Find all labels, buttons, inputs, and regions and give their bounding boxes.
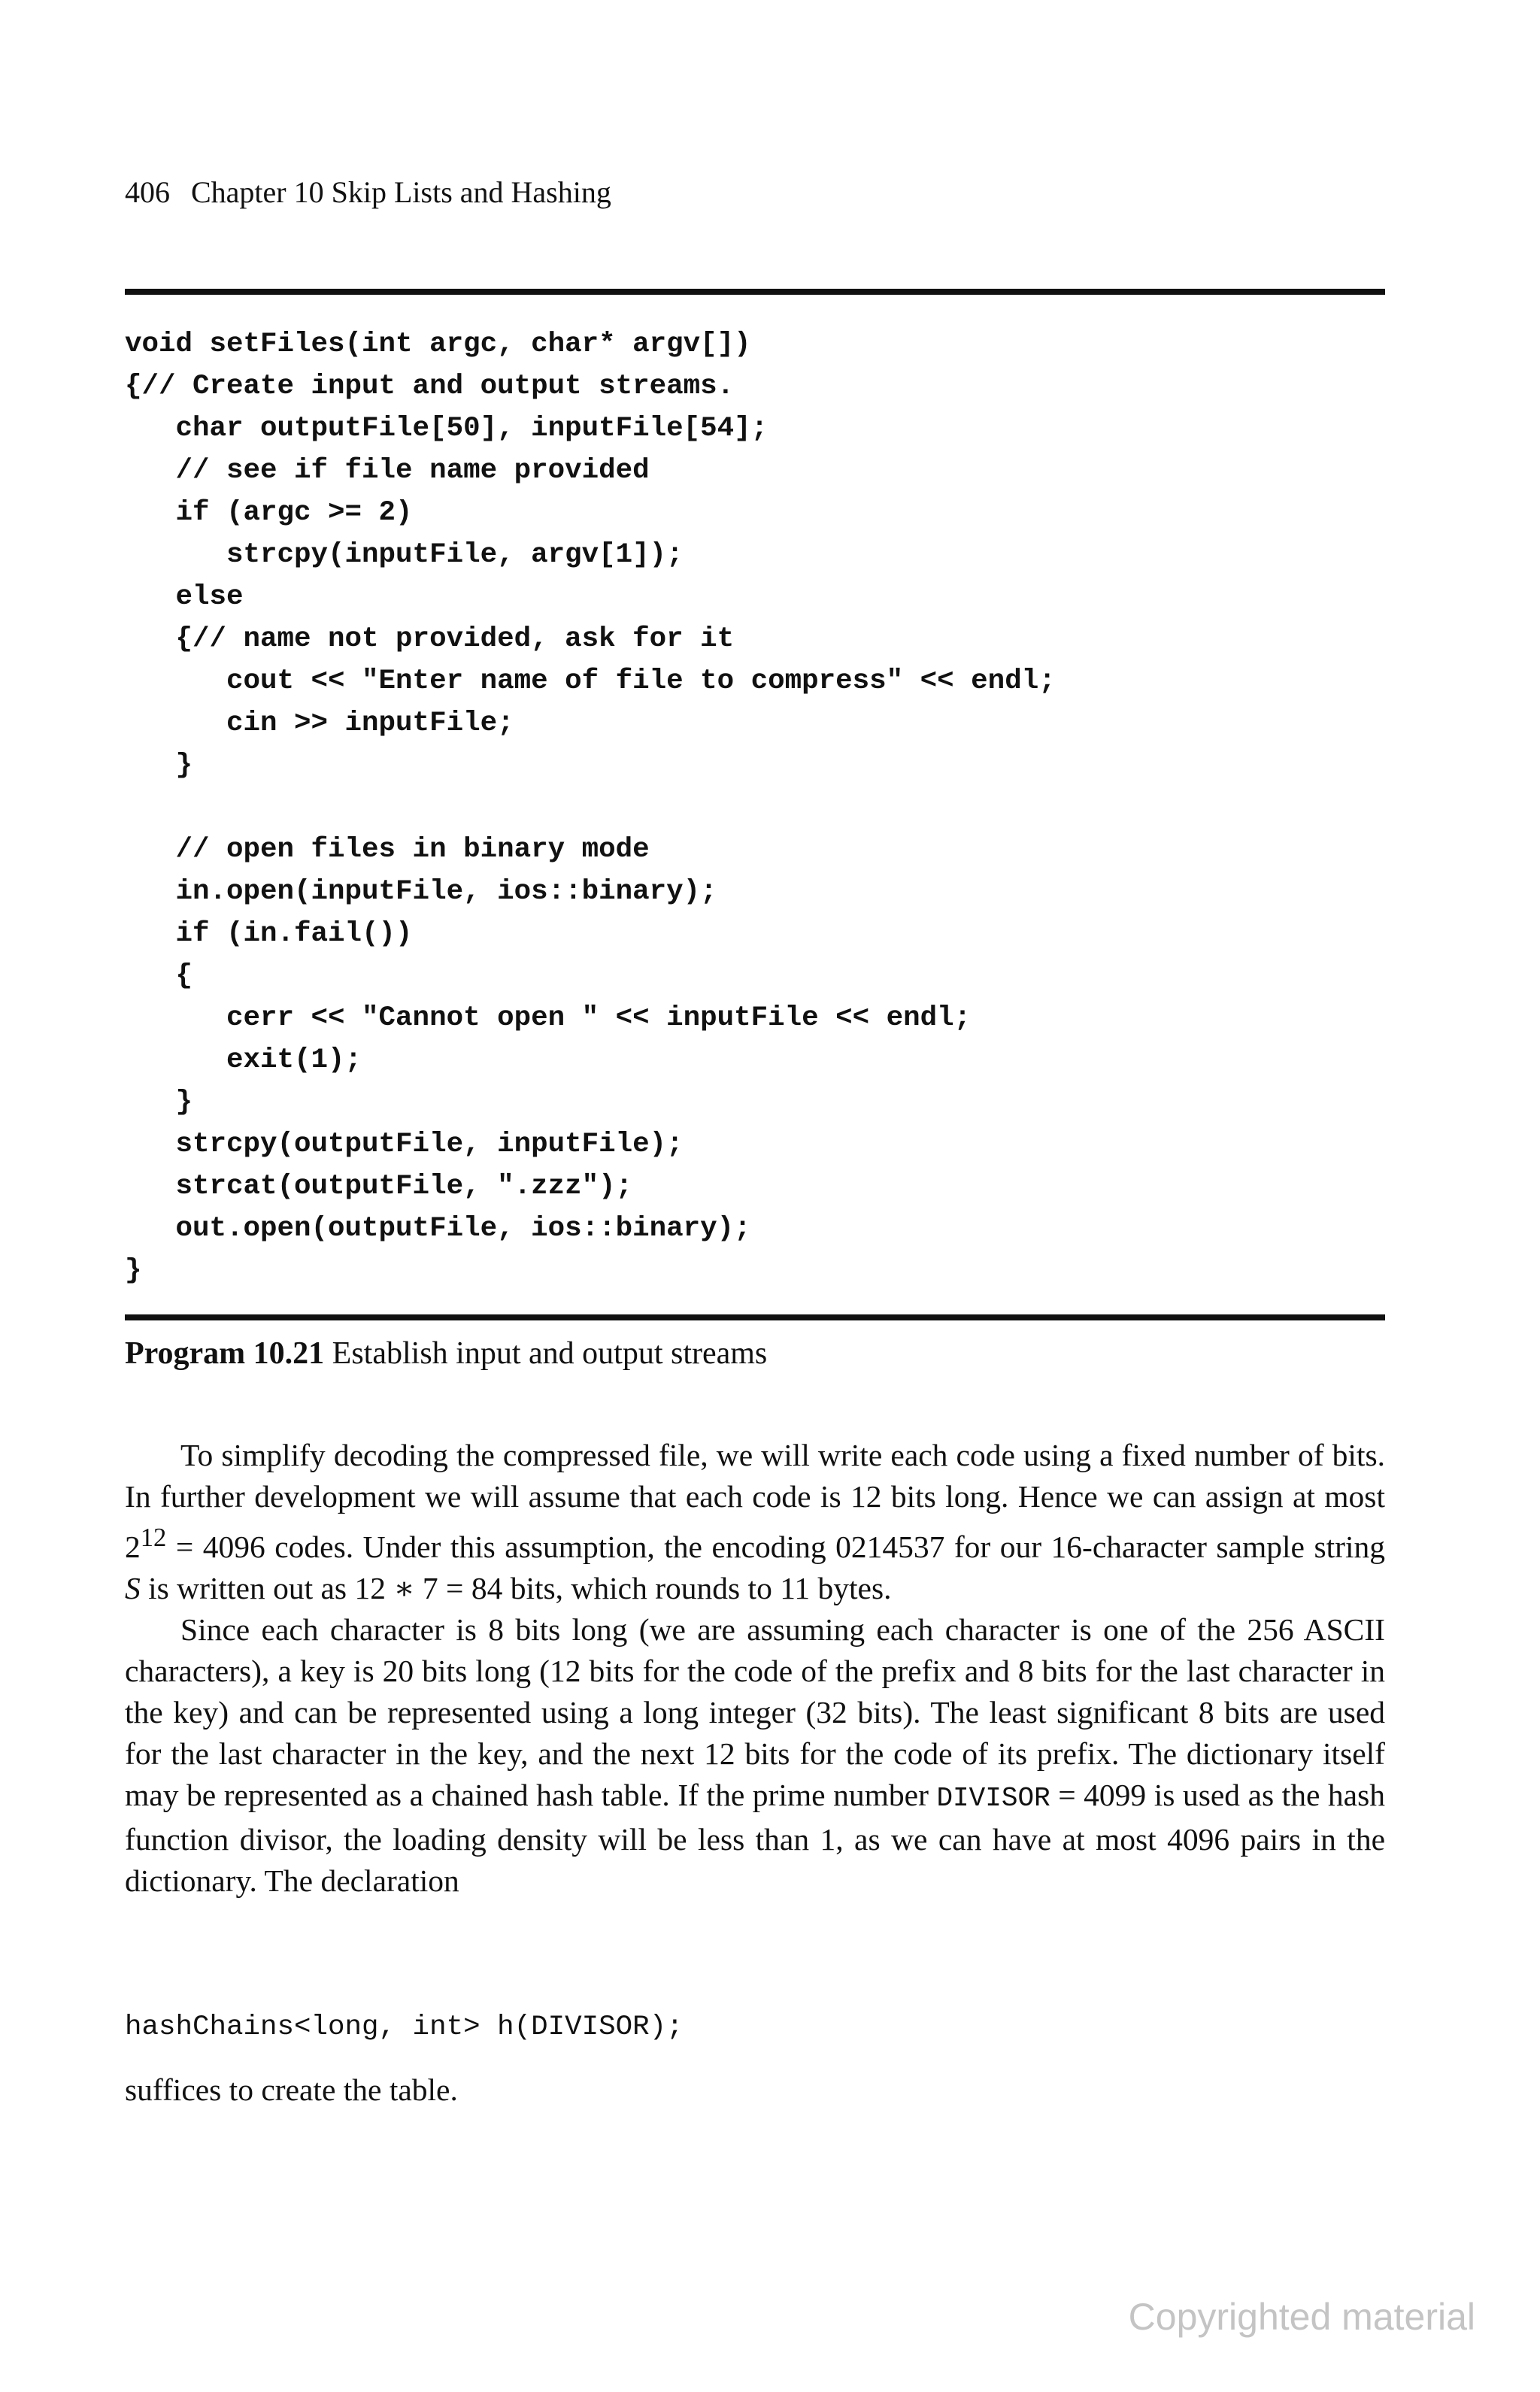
copyright-watermark: Copyrighted material [1128, 2296, 1475, 2338]
code-line: strcpy(outputFile, inputFile); [125, 1129, 684, 1160]
bottom-rule [125, 1314, 1385, 1320]
code-line: strcat(outputFile, ".zzz"); [125, 1171, 633, 1202]
code-line: void setFiles(int argc, char* argv[]) [125, 329, 751, 360]
code-line: {// name not provided, ask for it [125, 623, 735, 655]
paragraph-1-text-a: To simplify decoding the compressed file, we will write each code using a fixed number of bits. In further development we will assume that each code is 12 bits long. Hence we can assign at most [125, 1438, 1385, 1514]
paragraph-1-text-b: = 4096 codes. Under this assumption, the encoding 0214537 for our 16-character sample string [166, 1529, 1385, 1564]
code-line: cerr << "Cannot open " << inputFile << endl; [125, 1002, 972, 1034]
top-rule [125, 289, 1385, 295]
caption-label: Program 10.21 [125, 1336, 325, 1371]
code-line: exit(1); [125, 1044, 362, 1076]
divisor-constant: DIVISOR [936, 1782, 1050, 1814]
variable-s: S [125, 1570, 141, 1605]
paragraph-2-text-b: = 4099 is used as the hash function divisor, the loading density will be less than 1, as we can have at most 4096 pairs in the dictionary. The declaration [125, 1777, 1385, 1898]
power-exponent: 12 [140, 1523, 167, 1552]
paragraph-2-text-a: Since each character is 8 bits long (we are assuming each character is one of the 256 ASCII characters), a key is 20 bits long (12 bits for the code of the prefix and 8 bits for the last character in the key) and can be represented using a long integer (32 bits). The least significant 8 bits are used for the last character in the key, and the next 12 bits for the code of its prefix. The dictionary itself may be represented as a chained hash table. If the prime number [125, 1611, 1385, 1812]
code-line: in.open(inputFile, ios::binary); [125, 876, 717, 908]
program-caption [125, 1334, 767, 1373]
page-number: 406 [125, 175, 170, 209]
running-title: Chapter 10 Skip Lists and Hashing [191, 175, 611, 209]
code-line: out.open(outputFile, ios::binary); [125, 1213, 751, 1245]
code-listing [125, 323, 1056, 1292]
code-line: } [125, 1255, 142, 1287]
code-line: else [125, 581, 244, 613]
code-line [125, 787, 1056, 829]
closing-sentence: suffices to create the table. [125, 2072, 458, 2107]
code-line: strcpy(inputFile, argv[1]); [125, 539, 684, 571]
code-line: if (argc >= 2) [125, 497, 413, 529]
caption-text: Establish input and output streams [332, 1336, 768, 1371]
code-line: if (in.fail()) [125, 918, 413, 950]
paragraph-2 [125, 1609, 1385, 1902]
power-base: 2 [125, 1529, 141, 1564]
code-line: { [125, 960, 193, 992]
code-line: // open files in binary mode [125, 834, 650, 866]
declaration-code: hashChains<long, int> h(DIVISOR); [125, 2012, 684, 2043]
code-line: {// Create input and output streams. [125, 371, 735, 402]
running-header [125, 174, 611, 211]
code-line: cout << "Enter name of file to compress" << endl; [125, 665, 1056, 697]
paragraph-1 [125, 1435, 1385, 1609]
code-line: char outputFile[50], inputFile[54]; [125, 413, 768, 444]
body-text [125, 1435, 1385, 1902]
paragraph-1-text-c: is written out as 12 ∗ 7 = 84 bits, which rounds to 11 bytes. [140, 1570, 892, 1605]
code-line: } [125, 750, 193, 781]
code-line: } [125, 1087, 193, 1118]
code-line: // see if file name provided [125, 455, 650, 487]
code-line: cin >> inputFile; [125, 708, 514, 739]
